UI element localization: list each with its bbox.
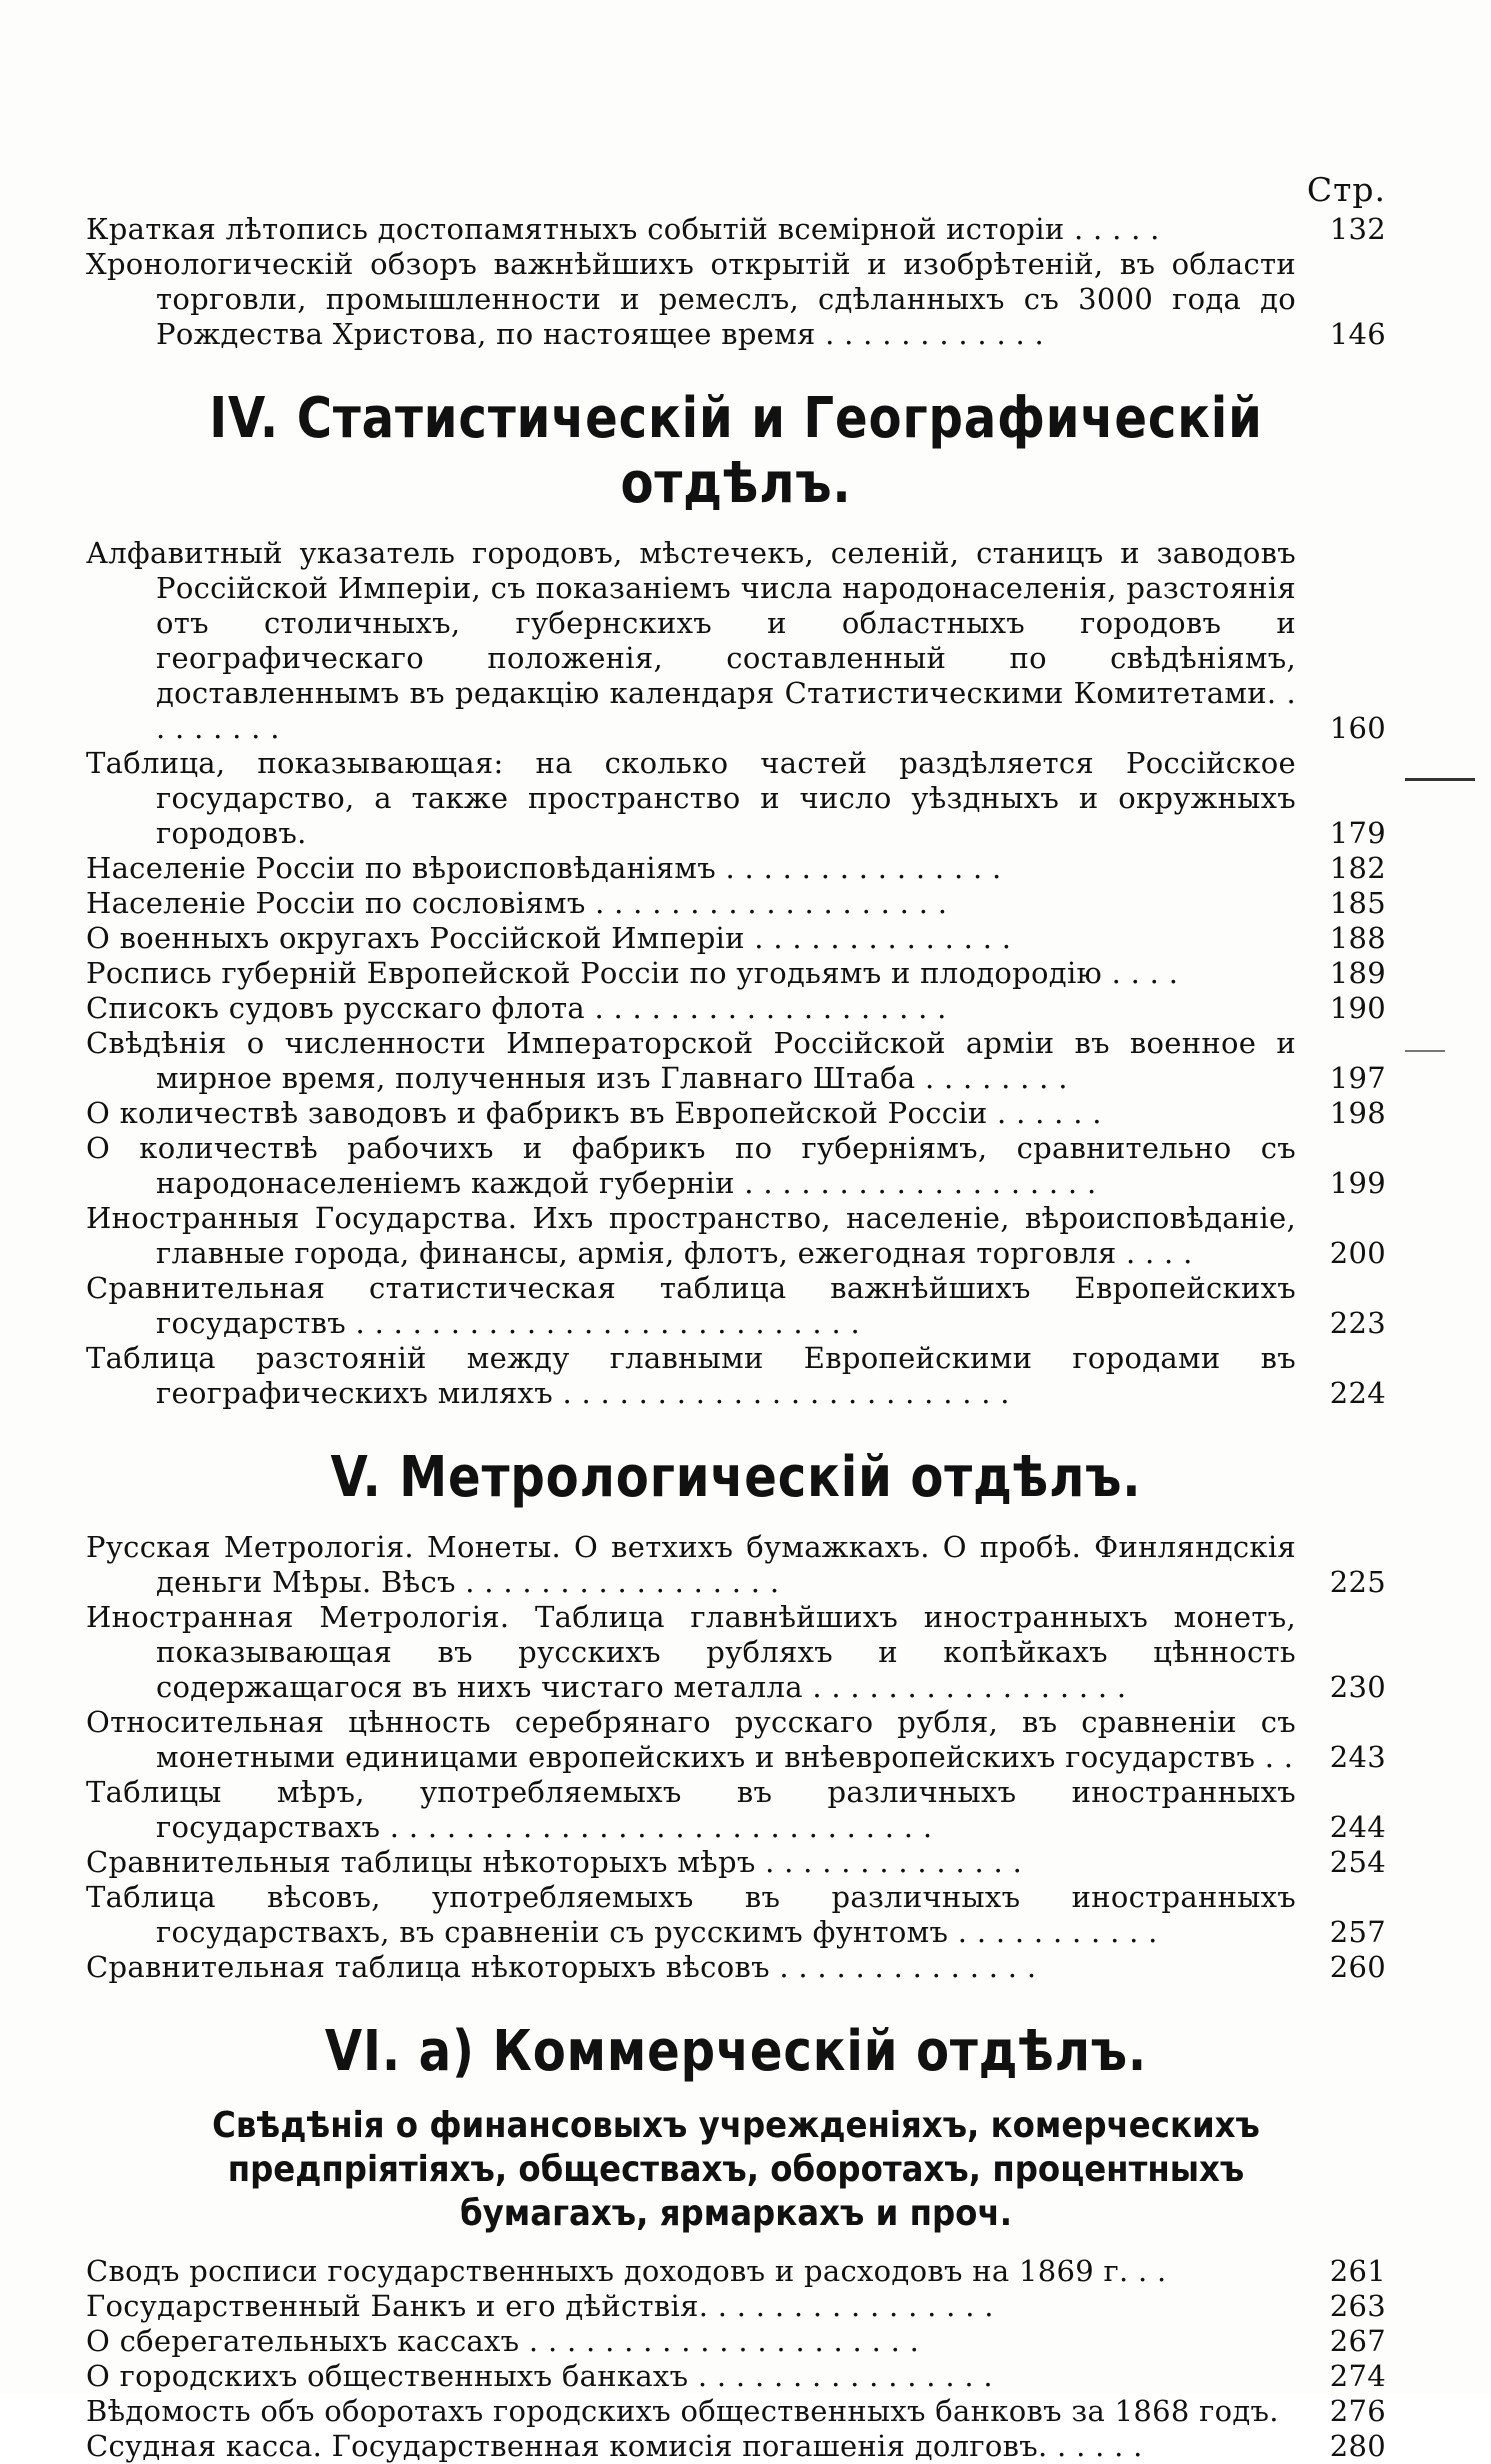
- toc-entry[interactable]: [86, 2429, 1386, 2464]
- toc-entry-page: 189: [1329, 956, 1386, 990]
- toc-entry[interactable]: [86, 886, 1386, 921]
- toc-entry-text: Относительная цѣнность серебрянаго русскаго рубля, въ сравненіи съ монетными единицами европейскихъ и внѣевропейскихъ государствъ . .: [86, 1705, 1296, 1774]
- toc-entry-page: 146: [1329, 317, 1386, 351]
- toc-entry-page: 260: [1329, 1950, 1386, 1984]
- toc-entry[interactable]: [86, 851, 1386, 886]
- toc-entry-text: О военныхъ округахъ Россійской Имперіи . . . . . . . . . . . . . .: [86, 921, 1012, 955]
- section-heading-commercial: VI. а) Коммерческій отдѣлъ.: [324, 2019, 1148, 2084]
- toc-entry-text: Таблица разстояній между главными Европейскими городами въ географическихъ миляхъ . . . . . . . . . . . . . . . . . . . . . . . .: [86, 1341, 1296, 1410]
- toc-entry-page: 254: [1329, 1845, 1386, 1879]
- toc-entry[interactable]: [86, 746, 1386, 851]
- toc-entry-text: Хронологическій обзоръ важнѣйшихъ открытій и изобрѣтеній, въ области торговли, промышленности и ремеслъ, сдѣланныхъ съ 3000 года до Рождества Христова, по настоящее время . . . . . . . . . . . .: [86, 247, 1296, 351]
- toc-entry[interactable]: [86, 2359, 1386, 2394]
- toc-entry[interactable]: [86, 1880, 1386, 1950]
- toc-entry-page: 199: [1329, 1166, 1386, 1200]
- table-of-contents: [86, 170, 1386, 2464]
- intro-entries: [86, 212, 1386, 352]
- section-entries-commercial: [86, 2254, 1386, 2464]
- toc-entry-text: Сравнительныя таблицы нѣкоторыхъ мѣръ . . . . . . . . . . . . . .: [86, 1845, 1023, 1879]
- toc-entry-text: Таблица вѣсовъ, употребляемыхъ въ различныхъ иностранныхъ государствахъ, въ сравненіи съ русскимъ фунтомъ . . . . . . . . . . .: [86, 1880, 1296, 1949]
- toc-entry[interactable]: [86, 1530, 1386, 1600]
- toc-entry-text: О количествѣ рабочихъ и фабрикъ по губерніямъ, сравнительно съ народонаселеніемъ каждой губерніи . . . . . . . . . . . . . . . . . . .: [86, 1131, 1296, 1200]
- section-heading-metrological: V. Метрологическій отдѣлъ.: [330, 1445, 1142, 1510]
- toc-entry[interactable]: [86, 247, 1386, 352]
- toc-entry-text: О сберегательныхъ кассахъ . . . . . . . . . . . . . . . . . . . . .: [86, 2324, 920, 2358]
- section-entries-statistical: [86, 536, 1386, 1411]
- toc-entry[interactable]: [86, 1775, 1386, 1845]
- toc-entry[interactable]: [86, 1600, 1386, 1705]
- toc-entry-page: 224: [1329, 1376, 1386, 1410]
- toc-entry-page: 188: [1329, 921, 1386, 955]
- toc-entry[interactable]: [86, 1271, 1386, 1341]
- toc-entry-page: 263: [1329, 2289, 1386, 2323]
- toc-entry-page: 267: [1329, 2324, 1386, 2358]
- toc-entry-page: 243: [1329, 1740, 1386, 1774]
- toc-entry-page: 225: [1329, 1565, 1386, 1599]
- toc-entry-text: О количествѣ заводовъ и фабрикъ въ Европейской Россіи . . . . . .: [86, 1096, 1102, 1130]
- toc-entry-page: 257: [1329, 1915, 1386, 1949]
- toc-entry-text: Вѣдомость объ оборотахъ городскихъ общественныхъ банковъ за 1868 годъ.: [86, 2394, 1279, 2428]
- toc-entry[interactable]: [86, 2289, 1386, 2324]
- toc-entry[interactable]: [86, 1131, 1386, 1201]
- margin-pencil-mark: [1405, 1050, 1445, 1052]
- toc-entry-page: 182: [1329, 851, 1386, 885]
- toc-entry-text: Государственный Банкъ и его дѣйствія. . . . . . . . . . . . . . . .: [86, 2289, 994, 2323]
- toc-entry-text: Свѣдѣнія о численности Императорской Россійской арміи въ военное и мирное время, полученныя изъ Главнаго Штаба . . . . . . . .: [86, 1026, 1296, 1095]
- toc-entry-text: Краткая лѣтопись достопамятныхъ событій всемірной исторіи . . . . .: [86, 212, 1160, 246]
- toc-entry[interactable]: [86, 212, 1386, 247]
- toc-entry-page: 280: [1329, 2429, 1386, 2463]
- toc-entry-page: 261: [1329, 2254, 1386, 2288]
- toc-entry-text: Роспись губерній Европейской Россіи по угодьямъ и плодородію . . . .: [86, 956, 1179, 990]
- toc-entry-text: Населеніе Россіи по сословіямъ . . . . . . . . . . . . . . . . . . .: [86, 886, 948, 920]
- toc-entry-text: О городскихъ общественныхъ банкахъ . . . . . . . . . . . . . . . .: [86, 2359, 993, 2393]
- toc-entry-page: 276: [1329, 2394, 1386, 2428]
- toc-entry-page: 185: [1329, 886, 1386, 920]
- toc-entry-page: 132: [1329, 212, 1386, 246]
- toc-entry[interactable]: [86, 536, 1386, 746]
- toc-entry-text: Русская Метрологія. Монеты. О ветхихъ бумажкахъ. О пробѣ. Финляндскія деньги Мѣры. Вѣсъ . . . . . . . . . . . . . . . . .: [86, 1530, 1296, 1599]
- toc-entry[interactable]: [86, 956, 1386, 991]
- toc-entry[interactable]: [86, 2324, 1386, 2359]
- toc-entry-page: 198: [1329, 1096, 1386, 1130]
- toc-entry[interactable]: [86, 991, 1386, 1026]
- section-subheading-commercial: Свѣдѣнія о финансовыхъ учрежденіяхъ, комерческихъ предпріятіяхъ, обществахъ, оборотахъ, процентныхъ бумагахъ, ярмаркахъ и проч.: [212, 2105, 1260, 2234]
- toc-entry-text: Списокъ судовъ русскаго флота . . . . . . . . . . . . . . . . . . .: [86, 991, 947, 1025]
- toc-entry-text: Населеніе Россіи по вѣроисповѣданіямъ . . . . . . . . . . . . . . .: [86, 851, 1002, 885]
- toc-entry-page: 244: [1329, 1810, 1386, 1844]
- section-heading-statistical: IV. Статистическій и Географическій отдѣлъ.: [209, 386, 1263, 516]
- toc-entry-text: Таблица, показывающая: на сколько частей раздѣляется Россійское государство, а также пространство и число уѣздныхъ и окружныхъ городовъ.: [86, 746, 1296, 850]
- toc-entry-text: Иностранныя Государства. Ихъ пространство, населеніе, вѣроисповѣданіе, главные города, финансы, армія, флотъ, ежегодная торговля . . . .: [86, 1201, 1296, 1270]
- section-entries-metrological: [86, 1530, 1386, 1985]
- toc-entry-page: 274: [1329, 2359, 1386, 2393]
- toc-entry[interactable]: [86, 1026, 1386, 1096]
- toc-entry-text: Иностранная Метрологія. Таблица главнѣйшихъ иностранныхъ монетъ, показывающая въ русскихъ рубляхъ и копѣйкахъ цѣнность содержащагося въ нихъ чистаго металла . . . . . . . . . . . . . . . . .: [86, 1600, 1296, 1704]
- page-column-label: Стр.: [1306, 170, 1386, 209]
- toc-entry-page: 179: [1329, 816, 1386, 850]
- toc-entry-page: 200: [1329, 1236, 1386, 1270]
- toc-entry[interactable]: [86, 2394, 1386, 2429]
- toc-entry-page: 223: [1329, 1306, 1386, 1340]
- toc-entry[interactable]: [86, 1341, 1386, 1411]
- toc-entry[interactable]: [86, 1845, 1386, 1880]
- toc-entry-text: Алфавитный указатель городовъ, мѣстечекъ, селеній, станицъ и заводовъ Россійской Имперіи, съ показаніемъ числа народонаселенія, разстоянія отъ столичныхъ, губернскихъ и областныхъ городовъ и географическаго положенія, составленный по свѣдѣніямъ, доставленнымъ въ редакцію календаря Статистическими Комитетами. . . . . . . . .: [86, 536, 1296, 745]
- margin-pencil-mark: [1405, 778, 1475, 781]
- toc-entry-page: 190: [1329, 991, 1386, 1025]
- toc-entry-text: Ссудная касса. Государственная комисія погашенія долговъ. . . . . .: [86, 2429, 1143, 2463]
- toc-entry-page: 230: [1329, 1670, 1386, 1704]
- toc-entry[interactable]: [86, 2254, 1386, 2289]
- toc-entry-text: Таблицы мѣръ, употребляемыхъ въ различныхъ иностранныхъ государствахъ . . . . . . . . . . . . . . . . . . . . . . . . . . . . .: [86, 1775, 1296, 1844]
- toc-entry-page: 160: [1329, 711, 1386, 745]
- toc-entry-text: Сравнительная таблица нѣкоторыхъ вѣсовъ . . . . . . . . . . . . . .: [86, 1950, 1037, 1984]
- toc-entry[interactable]: [86, 1705, 1386, 1775]
- toc-entry-text: Сравнительная статистическая таблица важнѣйшихъ Европейскихъ государствъ . . . . . . . . . . . . . . . . . . . . . . . . . . .: [86, 1271, 1296, 1340]
- toc-entry-page: 197: [1329, 1061, 1386, 1095]
- toc-entry[interactable]: [86, 1950, 1386, 1985]
- toc-entry[interactable]: [86, 1201, 1386, 1271]
- toc-entry[interactable]: [86, 921, 1386, 956]
- toc-entry-text: Сводъ росписи государственныхъ доходовъ и расходовъ на 1869 г. . .: [86, 2254, 1167, 2288]
- toc-entry[interactable]: [86, 1096, 1386, 1131]
